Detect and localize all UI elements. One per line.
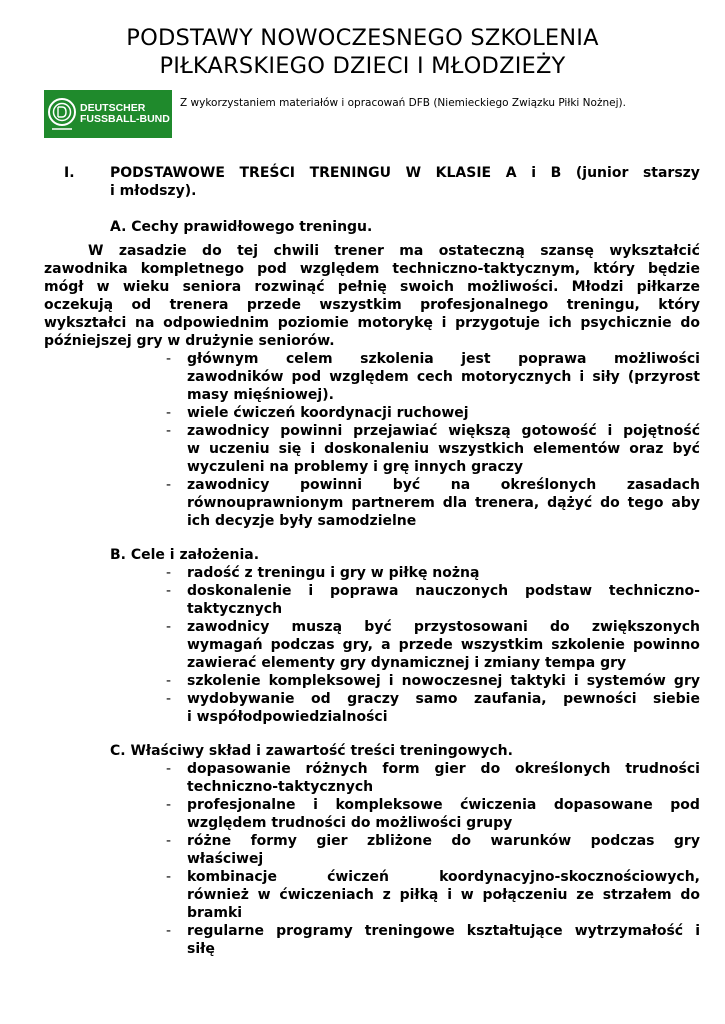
dfb-logo bbox=[44, 90, 172, 138]
word: wymagań bbox=[187, 637, 263, 653]
word: graczy bbox=[347, 691, 400, 707]
word: być bbox=[392, 477, 421, 493]
list-item-line: bramki bbox=[187, 905, 243, 921]
word: pełnię bbox=[337, 279, 387, 295]
word: seniora bbox=[182, 279, 242, 295]
word: przede bbox=[398, 637, 453, 653]
word: który bbox=[658, 297, 700, 313]
word: do bbox=[680, 887, 700, 903]
list-dash: - bbox=[166, 761, 172, 777]
word: (junior bbox=[575, 165, 629, 181]
list-item-line: względem trudności do możliwości grupy bbox=[187, 815, 513, 831]
word: możliwości bbox=[614, 351, 700, 367]
word: od bbox=[131, 297, 152, 313]
word: piłką bbox=[399, 887, 439, 903]
list-item-line: taktycznych bbox=[187, 601, 283, 617]
source-note: Z wykorzystaniem materiałów i opracowań DFB (Niemieckiego Związku Piłki Nożnej). bbox=[180, 97, 626, 109]
word: się bbox=[278, 441, 302, 457]
word: wykształcić bbox=[609, 243, 700, 259]
word: powinni bbox=[299, 477, 363, 493]
word: ma bbox=[399, 243, 424, 259]
word: głównym bbox=[187, 351, 259, 367]
list-item-line bbox=[187, 832, 700, 850]
list-item-line bbox=[187, 422, 700, 440]
word: doskonaleniu bbox=[324, 441, 430, 457]
word: i bbox=[441, 315, 447, 331]
paragraph-line bbox=[88, 242, 700, 260]
paragraph-line bbox=[44, 314, 700, 332]
word: zasadach bbox=[626, 477, 700, 493]
word: strzałem bbox=[602, 887, 672, 903]
word: wykształci bbox=[44, 315, 127, 331]
word: swoich bbox=[399, 279, 454, 295]
word: z bbox=[382, 887, 391, 903]
word: W bbox=[88, 243, 104, 259]
word: względem bbox=[299, 261, 380, 277]
word: poprawa bbox=[518, 351, 587, 367]
word: taktyki bbox=[510, 673, 566, 689]
word: określonych bbox=[515, 761, 611, 777]
word: koordynacyjno-skocznościowych, bbox=[439, 869, 700, 885]
list-item-line: siłę bbox=[187, 941, 215, 957]
word: przygotuje bbox=[455, 315, 540, 331]
list-item-line bbox=[187, 796, 700, 814]
word: programy bbox=[276, 923, 353, 939]
word: gry bbox=[673, 833, 700, 849]
list-dash: - bbox=[166, 691, 172, 707]
word: tej bbox=[237, 243, 259, 259]
word: PODSTAWOWE bbox=[110, 165, 225, 181]
word: zawodników bbox=[187, 369, 284, 385]
word: ćwiczenia bbox=[460, 797, 537, 813]
word: trener bbox=[334, 243, 384, 259]
word: przede bbox=[246, 297, 301, 313]
word: w bbox=[187, 441, 200, 457]
chapter-heading-line-1 bbox=[110, 164, 700, 182]
word: partnerem bbox=[351, 495, 435, 511]
word: być bbox=[364, 619, 392, 635]
word: celem bbox=[285, 351, 333, 367]
word: zawodnicy bbox=[187, 477, 270, 493]
list-dash: - bbox=[166, 423, 172, 439]
list-item-line bbox=[187, 690, 700, 708]
word: siły bbox=[592, 369, 620, 385]
word: i bbox=[310, 441, 316, 457]
word: różnych bbox=[305, 761, 368, 777]
word: gier bbox=[434, 761, 466, 777]
list-dash: - bbox=[166, 923, 172, 939]
word: powinni bbox=[280, 423, 343, 439]
list-item-line: i współodpowiedzialności bbox=[187, 709, 388, 725]
word: gotowość bbox=[521, 423, 597, 439]
word: motorycznych bbox=[460, 369, 572, 385]
list-item-line bbox=[187, 636, 700, 654]
word: od bbox=[310, 691, 331, 707]
word: wieku bbox=[122, 279, 170, 295]
word: tego bbox=[627, 495, 664, 511]
list-item-line bbox=[187, 582, 700, 600]
word: możliwości. bbox=[467, 279, 559, 295]
word: gier bbox=[316, 833, 348, 849]
word: szkolenia bbox=[360, 351, 434, 367]
word: gry bbox=[673, 673, 700, 689]
word: wszystkim bbox=[319, 297, 402, 313]
word: ćwiczeniach bbox=[279, 887, 374, 903]
word: do bbox=[600, 495, 620, 511]
list-dash: - bbox=[166, 405, 172, 421]
word: ostateczną bbox=[438, 243, 525, 259]
word: oraz bbox=[629, 441, 664, 457]
word: kompleksowe bbox=[335, 797, 443, 813]
word: kształtujące bbox=[466, 923, 563, 939]
word: piłkarze bbox=[636, 279, 700, 295]
chapter-number: I. bbox=[64, 165, 75, 181]
word: dla bbox=[442, 495, 468, 511]
word: i bbox=[573, 673, 579, 689]
word: połączeniu bbox=[482, 887, 568, 903]
word: A bbox=[505, 165, 517, 181]
word: ze bbox=[576, 887, 594, 903]
word: motorykę bbox=[357, 315, 433, 331]
word: w bbox=[96, 279, 110, 295]
word: profesjonalne bbox=[187, 797, 296, 813]
word: gry, bbox=[342, 637, 373, 653]
word: przystosowani bbox=[413, 619, 528, 635]
word: treningu, bbox=[566, 297, 640, 313]
word: i bbox=[388, 673, 394, 689]
word: w bbox=[460, 887, 474, 903]
word: dążyć bbox=[547, 495, 593, 511]
list-dash: - bbox=[166, 583, 172, 599]
list-item-line: wiele ćwiczeń koordynacji ruchowej bbox=[187, 405, 469, 421]
title-line-1: PODSTAWY NOWOCZESNEGO SZKOLENIA bbox=[126, 25, 599, 51]
word: W bbox=[405, 165, 422, 181]
list-item-line: ich decyzje były samodzielne bbox=[187, 513, 417, 529]
section-c-heading: C. Właściwy skład i zawartość treści treningowych. bbox=[110, 743, 513, 759]
word: formy bbox=[250, 833, 297, 849]
word: i bbox=[531, 165, 536, 181]
list-item-line bbox=[187, 760, 700, 778]
word: większą bbox=[448, 423, 511, 439]
word: a bbox=[381, 637, 391, 653]
word: przejawiać bbox=[353, 423, 438, 439]
word: psychicznie bbox=[580, 315, 672, 331]
word: określonych bbox=[500, 477, 597, 493]
list-item-line bbox=[187, 868, 700, 886]
word: techniczno-taktycznym, bbox=[392, 261, 581, 277]
word: który bbox=[593, 261, 635, 277]
list-dash: - bbox=[166, 351, 172, 367]
list-item-line: radość z treningu i gry w piłkę nożną bbox=[187, 565, 480, 581]
word: podczas bbox=[590, 833, 655, 849]
word: profesjonalnego bbox=[420, 297, 549, 313]
word: form bbox=[382, 761, 420, 777]
list-dash: - bbox=[166, 565, 172, 581]
word: równouprawnionym bbox=[187, 495, 344, 511]
word: pod bbox=[291, 369, 322, 385]
word: aby bbox=[671, 495, 700, 511]
list-item-line: właściwej bbox=[187, 851, 264, 867]
list-item-line bbox=[187, 368, 700, 386]
word: mógł bbox=[44, 279, 84, 295]
word: do bbox=[451, 833, 472, 849]
word: wydobywanie bbox=[187, 691, 295, 707]
list-dash: - bbox=[166, 869, 172, 885]
word: techniczno- bbox=[608, 583, 700, 599]
word: do bbox=[202, 243, 222, 259]
word: kompleksowej bbox=[268, 673, 381, 689]
word: i bbox=[579, 369, 585, 385]
word: cech bbox=[416, 369, 453, 385]
word: Młodzi bbox=[571, 279, 624, 295]
word: B bbox=[550, 165, 562, 181]
list-item-line bbox=[187, 672, 700, 690]
word: do bbox=[680, 315, 700, 331]
list-item-line bbox=[187, 350, 700, 368]
word: różne bbox=[187, 833, 232, 849]
word: i bbox=[607, 423, 613, 439]
list-item-line bbox=[187, 476, 700, 494]
word: starszy bbox=[642, 165, 700, 181]
word: szkolenie bbox=[187, 673, 261, 689]
list-item-line bbox=[187, 440, 700, 458]
word: nauczonych bbox=[415, 583, 509, 599]
word: na bbox=[135, 315, 155, 331]
word: do bbox=[550, 619, 570, 635]
list-item-line bbox=[187, 618, 700, 636]
word: zbliżone bbox=[366, 833, 432, 849]
word: pojętność bbox=[623, 423, 700, 439]
word: samo bbox=[415, 691, 458, 707]
word: warunków bbox=[490, 833, 572, 849]
word: kombinacje bbox=[187, 869, 277, 885]
word: i bbox=[447, 887, 452, 903]
word: rozwinąć bbox=[254, 279, 325, 295]
word: nowoczesnej bbox=[401, 673, 503, 689]
page-title bbox=[0, 24, 725, 80]
word: pod bbox=[670, 797, 700, 813]
word: wytrzymałość bbox=[574, 923, 684, 939]
word: do bbox=[480, 761, 501, 777]
word: poprawa bbox=[330, 583, 399, 599]
section-b-heading: B. Cele i założenia. bbox=[110, 547, 260, 563]
word: jest bbox=[461, 351, 491, 367]
word: KLASIE bbox=[435, 165, 492, 181]
word: również bbox=[187, 887, 249, 903]
word: uczeniu bbox=[208, 441, 270, 457]
word: trudności bbox=[625, 761, 700, 777]
word: zawodnika bbox=[44, 261, 128, 277]
word: szansę bbox=[540, 243, 594, 259]
list-item-line bbox=[187, 494, 700, 512]
word: wszystkim bbox=[460, 637, 544, 653]
word: oczekują bbox=[44, 297, 114, 313]
word: elementów bbox=[533, 441, 621, 457]
word: (przyrost bbox=[627, 369, 700, 385]
chapter-heading-line-2: i młodszy). bbox=[110, 183, 197, 199]
title-line-2: PIŁKARSKIEGO DZIECI I MŁODZIEŻY bbox=[159, 53, 566, 79]
word: być bbox=[672, 441, 700, 457]
word: doskonalenie bbox=[187, 583, 292, 599]
word: pod bbox=[257, 261, 287, 277]
paragraph-line bbox=[44, 296, 700, 314]
word: podczas bbox=[270, 637, 335, 653]
word: dopasowane bbox=[553, 797, 653, 813]
section-a-heading: A. Cechy prawidłowego treningu. bbox=[110, 219, 373, 235]
word: ich bbox=[548, 315, 572, 331]
word: systemów bbox=[586, 673, 666, 689]
list-dash: - bbox=[166, 477, 172, 493]
list-item-line bbox=[187, 922, 700, 940]
word: dopasowanie bbox=[187, 761, 291, 777]
word: zaufania, bbox=[473, 691, 547, 707]
word: w bbox=[257, 887, 271, 903]
logo-text: DEUTSCHER FUSSBALL-BUND bbox=[80, 102, 170, 125]
word: pewności bbox=[563, 691, 637, 707]
list-item-line: techniczno-taktycznych bbox=[187, 779, 374, 795]
word: trenera, bbox=[474, 495, 540, 511]
word: zawodnicy bbox=[187, 619, 270, 635]
list-dash: - bbox=[166, 797, 172, 813]
word: powinno bbox=[633, 637, 700, 653]
list-item-line: wyczuleni na problemy i grę innych graczy bbox=[187, 459, 524, 475]
word: trenera bbox=[169, 297, 229, 313]
word: treningowe bbox=[364, 923, 455, 939]
list-dash: - bbox=[166, 619, 172, 635]
word: i bbox=[695, 923, 700, 939]
word: będzie bbox=[647, 261, 700, 277]
paragraph-line bbox=[44, 278, 700, 296]
word: na bbox=[450, 477, 471, 493]
word: regularne bbox=[187, 923, 264, 939]
word: i bbox=[308, 583, 314, 599]
list-item-line: zawierać elementy gry dynamicznej i zmiany tempa gry bbox=[187, 655, 627, 671]
word: zawodnicy bbox=[187, 423, 270, 439]
word: zasadzie bbox=[118, 243, 187, 259]
word: TREŚCI bbox=[239, 165, 295, 181]
word: muszą bbox=[291, 619, 343, 635]
word: kompletnego bbox=[140, 261, 245, 277]
word: ćwiczeń bbox=[327, 869, 390, 885]
word: wszystkich bbox=[438, 441, 525, 457]
list-item-line bbox=[187, 886, 700, 904]
word: chwili bbox=[273, 243, 320, 259]
word: poziomie bbox=[277, 315, 349, 331]
word: siebie bbox=[653, 691, 700, 707]
word: podstaw bbox=[524, 583, 593, 599]
list-dash: - bbox=[166, 673, 172, 689]
word: względem bbox=[329, 369, 409, 385]
word: zwiększonych bbox=[591, 619, 700, 635]
word: szkolenie bbox=[551, 637, 625, 653]
list-item-line: masy mięśniowej). bbox=[187, 387, 334, 403]
word: i bbox=[313, 797, 318, 813]
word: odpowiednim bbox=[163, 315, 270, 331]
paragraph-line bbox=[44, 260, 700, 278]
paragraph-line: późniejszej gry w drużynie seniorów. bbox=[44, 333, 335, 349]
list-dash: - bbox=[166, 833, 172, 849]
word: TRENINGU bbox=[309, 165, 391, 181]
